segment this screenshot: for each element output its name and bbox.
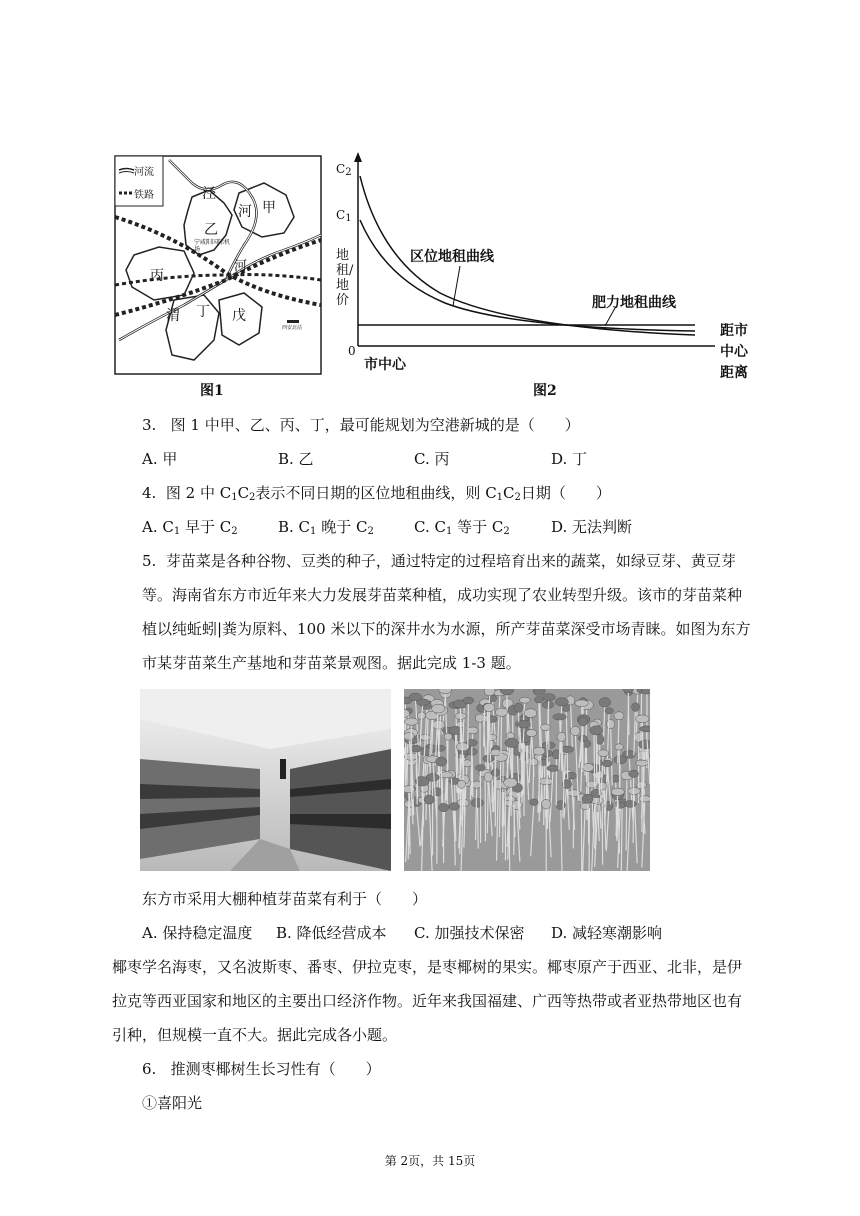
greenhouse-photo: [140, 689, 391, 871]
graph-origin-label: 0: [348, 344, 356, 358]
question-number: 4.: [142, 484, 157, 502]
question-4: 4. 图 2 中 $C_1C_2$表示不同日期的区位地租曲线，则 $C_1C_2$日期（ ）: [142, 484, 611, 503]
passage-line-2: 拉克等西亚国家和地区的主要出口经济作物。近年来我国福建、广西等热带或者亚热带地区也有: [112, 992, 743, 1010]
q4-option-a: A. $C_1$ 早于 $C_2$: [142, 518, 238, 537]
question-5-para-line-1: 5. 芽苗菜是各种谷物、豆类的种子，通过特定的过程培育出来的蔬菜，如绿豆芽、黄豆芽: [142, 552, 736, 570]
question-text: 推测枣椰树生长习性有（ ）: [170, 1060, 381, 1078]
map-label-jia: 甲: [262, 200, 276, 216]
figure-2-caption: 图2: [533, 383, 557, 399]
question-text: 图 1 中甲、乙、丙、丁，最可能规划为空港新城的是（ ）: [170, 416, 580, 434]
q3-option-b: B. 乙: [278, 450, 314, 468]
sprouts-photo: [404, 689, 650, 871]
graph-c2-label: $C_2$: [336, 162, 352, 178]
map-label-wei: 渭: [166, 308, 180, 324]
question-5-para-line-3: 植以纯蚯蚓|粪为原料、100 米以下的深井水为水源，所产芽苗菜深受市场青睐。如图为东方: [142, 620, 751, 638]
map-label-bing: 丙: [150, 268, 164, 284]
graph-c1-label: $C_1$: [336, 208, 352, 224]
map-label-wu: 戊: [232, 308, 246, 324]
q3-option-c: C. 丙: [414, 450, 450, 468]
q3-option-d: D. 丁: [551, 450, 588, 468]
figure-2-graph: [330, 148, 760, 380]
legend-rail-label: 铁路: [134, 190, 154, 201]
q4-option-d: D. 无法判断: [551, 518, 633, 536]
map-label-yi: 乙: [204, 222, 218, 238]
curve-location-label: 区位地租曲线: [410, 249, 494, 265]
question-3: [142, 414, 580, 436]
graph-x-axis-label-3: 距离: [720, 365, 748, 381]
map-label-station: 西安北站: [282, 325, 303, 331]
map-label-he2: 河: [234, 259, 248, 274]
q4-option-b: B. $C_1$ 晚于 $C_2$: [278, 518, 374, 537]
map-label-he1: 河: [238, 204, 252, 220]
question-5-stem: 东方市采用大棚种植芽苗菜有利于（ ）: [142, 890, 428, 908]
q5-option-d: D. 减轻寒潮影响: [551, 924, 663, 942]
q5-option-c: C. 加强技术保密: [414, 924, 525, 942]
question-number: 3.: [142, 416, 157, 434]
q4-option-c: C. $C_1$ 等于 $C_2$: [414, 518, 510, 537]
curve-fertility-label: 肥力地租曲线: [592, 295, 676, 311]
graph-y-axis-label: 地租/地价: [336, 248, 354, 308]
page-footer: 第 2页，共 15页: [384, 1154, 476, 1168]
passage-line-3: 引种，但规模一直不大。据此完成各小题。: [112, 1026, 398, 1044]
graph-drawing: [330, 148, 760, 380]
question-5-para-line-2: 等。海南省东方市近年来大力发展芽苗菜种植，成功实现了农业转型升级。该市的芽苗菜种: [142, 586, 743, 604]
q3-option-a: A. 甲: [142, 450, 178, 468]
graph-x-origin-label: 市中心: [364, 357, 406, 373]
question-number: 5.: [142, 552, 157, 570]
graph-x-axis-label-2: 中心: [720, 344, 748, 360]
figure-1-caption: 图1: [200, 383, 224, 399]
q5-option-a: A. 保持稳定温度: [142, 924, 253, 942]
question-6: [142, 1058, 381, 1080]
question-5-para-line-4: 市某芽苗菜生产基地和芽苗菜景观图。据此完成 1-3 题。: [142, 654, 521, 672]
map-label-ding: 丁: [196, 304, 210, 320]
graph-x-axis-label-1: 距市: [720, 323, 748, 339]
map-label-airport: 宁咸阳国际机场: [194, 239, 231, 253]
q6-item-1: ①喜阳光: [142, 1094, 203, 1112]
q5-option-b: B. 降低经营成本: [276, 924, 387, 942]
legend-river-label: 河流: [134, 167, 154, 178]
map-label-jing: 泾: [202, 186, 216, 202]
figure-1-map: [114, 155, 322, 377]
question-number: 6.: [142, 1060, 157, 1078]
passage-line-1: 椰枣学名海枣，又名波斯枣、番枣、伊拉克枣，是枣椰树的果实。椰枣原产于西亚、北非，是伊: [112, 958, 743, 976]
